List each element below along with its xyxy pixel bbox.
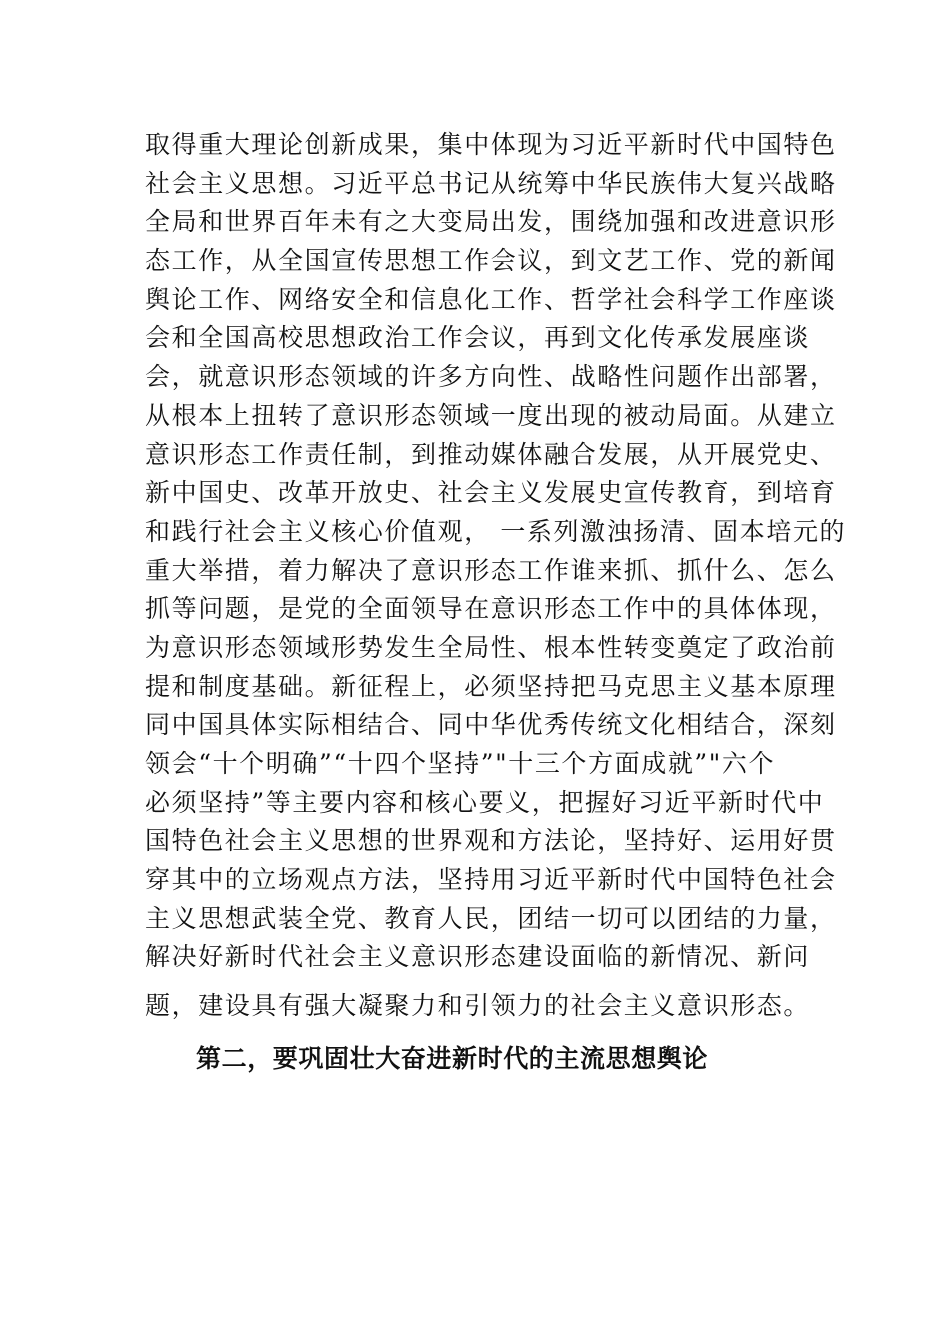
text-line: 主义思想武装全党、教育人民，团结一切可以团结的力量，: [145, 903, 837, 933]
section-heading: 第二，要巩固壮大奋进新时代的主流思想舆论: [196, 1044, 709, 1073]
text-line: 全局和世界百年未有之大变局出发，围绕加强和改进意识形: [145, 207, 837, 237]
text-line: 提和制度基础。新征程上，必须坚持把马克思主义基本原理: [145, 671, 837, 701]
text-line: 和践行社会主义核心价值观， 一系列激浊扬清、固本培元的: [145, 516, 847, 546]
body-paragraph: [145, 126, 847, 1026]
text-line: 解决好新时代社会主义意识形态建设面临的新情况、新问: [145, 942, 811, 972]
text-line: 意识形态工作责任制，到推动媒体融合发展，从开展党史、: [145, 439, 837, 469]
text-line: 同中国具体实际相结合、同中华优秀传统文化相结合，深刻: [145, 710, 837, 740]
text-line: 为意识形态领域形势发生全局性、根本性转变奠定了政治前: [145, 632, 837, 662]
text-line: 取得重大理论创新成果，集中体现为习近平新时代中国特色: [145, 130, 837, 159]
text-line: 社会主义思想。习近平总书记从统筹中华民族伟大复兴战略: [145, 168, 837, 198]
text-line: 题，建设具有强大凝聚力和引领力的社会主义意识形态。: [145, 991, 811, 1021]
text-line: 新中国史、改革开放史、社会主义发展史宣传教育，到培育: [145, 478, 837, 508]
text-line: 必须坚持”等主要内容和核心要义，把握好习近平新时代中: [145, 787, 825, 817]
text-line: 领会“十个明确”“十四个坚持”"十三个方面成就”"六个: [145, 749, 776, 778]
text-line: 抓等问题，是党的全面领导在意识形态工作中的具体体现，: [145, 594, 837, 624]
text-line: 会，就意识形态领域的许多方向性、战略性问题作出部署，: [145, 362, 837, 392]
text-line: 舆论工作、网络安全和信息化工作、哲学社会科学工作座谈: [145, 284, 837, 314]
text-line: 态工作，从全国宣传思想工作会议，到文艺工作、党的新闻: [145, 246, 837, 276]
text-line: 会和全国高校思想政治工作会议，再到文化传承发展座谈: [145, 323, 811, 353]
text-line: 从根本上扭转了意识形态领域一度出现的被动局面。从建立: [145, 400, 837, 430]
text-line: 重大举措，着力解决了意识形态工作谁来抓、抓什么、怎么: [145, 555, 837, 585]
text-line: 国特色社会主义思想的世界观和方法论，坚持好、运用好贯: [145, 826, 837, 856]
text-line: 穿其中的立场观点方法，坚持用习近平新时代中国特色社会: [145, 865, 837, 895]
